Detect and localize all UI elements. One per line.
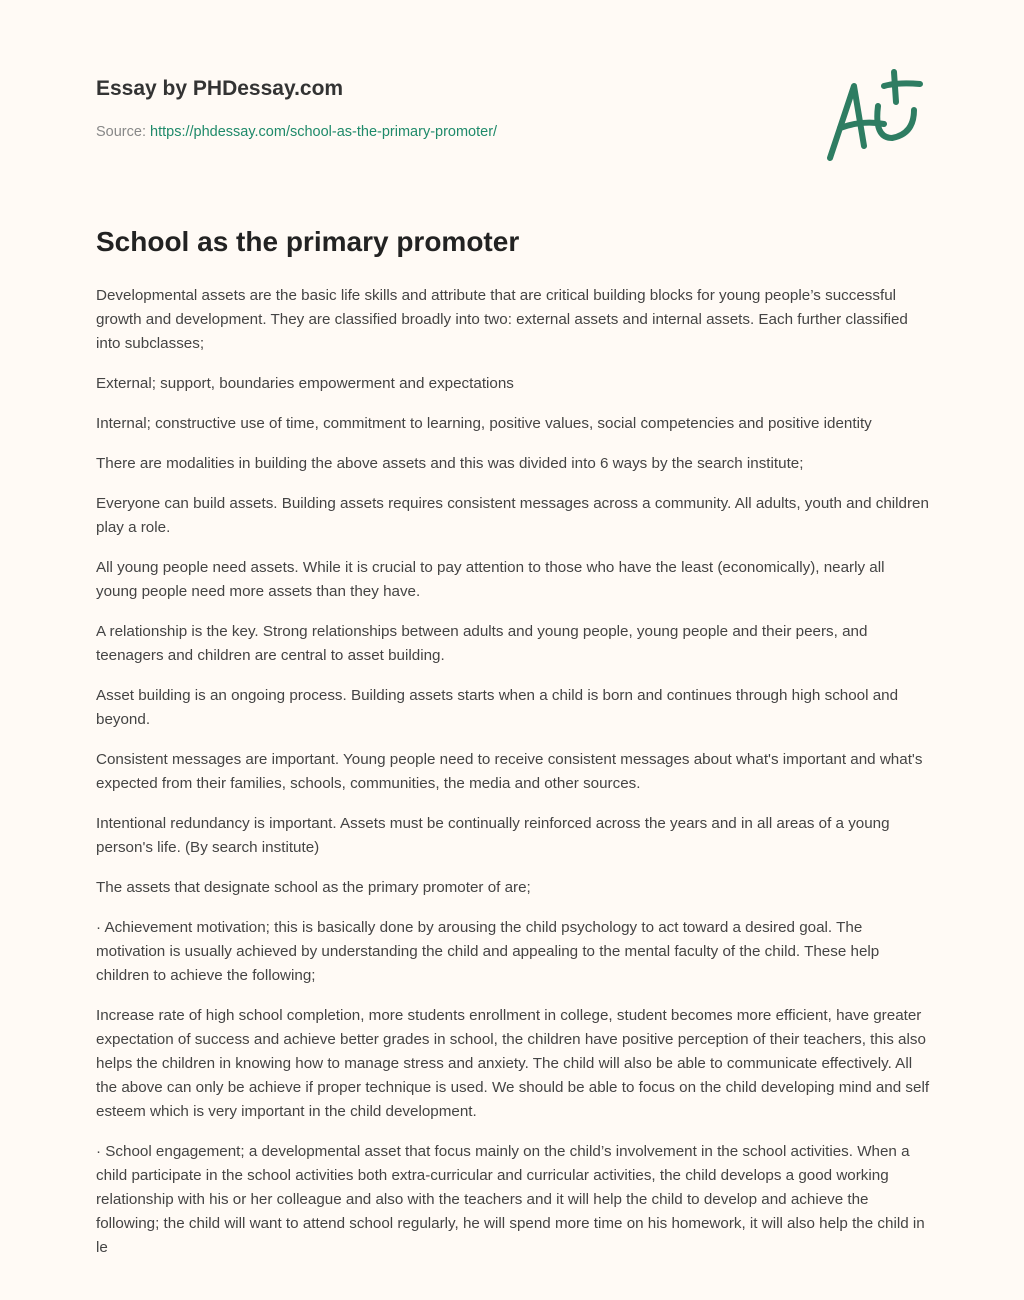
site-brand: Essay by PHDessay.com [96, 77, 344, 100]
paragraph: Everyone can build assets. Building assets requires consistent messages across a community. All adults, youth and children play a role. [96, 495, 929, 536]
paragraph: External; support, boundaries empowerment and expectations [96, 375, 514, 392]
source-label: Source: [96, 124, 146, 140]
paragraph: · School engagement; a developmental asset that focus mainly on the child’s involvement in the school activities. When a child participate in the school activities both extra-curricular and curricular activities, the child develops a good working relationship with his or her colleague and also with the teachers and it will help the child to develop and achieve the following; the child will want to attend school regularly, he will spend more time on his homework, it will also help the child in le [96, 1143, 925, 1256]
source-link[interactable]: https://phdessay.com/school-as-the-primary-promoter/ [150, 124, 498, 140]
paragraph: The assets that designate school as the primary promoter of are; [96, 879, 531, 896]
paragraph: Increase rate of high school completion, more students enrollment in college, student becomes more efficient, have greater expectation of success and achieve better grades in school, the children have positive perception of their teachers, this also helps the children in knowing how to manage stress and anxiety. The child will also be able to communicate effectively. All the above can only be achieve if proper technique is used. We should be able to focus on the child developing mind and self esteem which is very important in the child development. [96, 1007, 930, 1120]
paragraph: Intentional redundancy is important. Assets must be continually reinforced across the years and in all areas of a young person's life. (By search institute) [96, 815, 890, 856]
paragraph: · Achievement motivation; this is basically done by arousing the child psychology to act toward a desired goal. The motivation is usually achieved by understanding the child and appealing to the mental faculty of the child. These help children to achieve the following; [96, 919, 880, 984]
paragraph: Developmental assets are the basic life skills and attribute that are critical building blocks for young people’s successful growth and development. They are classified broadly into two: external assets and internal assets. Each further classified into subclasses; [96, 287, 908, 352]
paragraph: A relationship is the key. Strong relationships between adults and young people, young people and their peers, and teenagers and children are central to asset building. [96, 623, 868, 664]
paragraph: Consistent messages are important. Young people need to receive consistent messages about what's important and what's expected from their families, schools, communities, the media and other sources. [96, 751, 923, 792]
paragraph: All young people need assets. While it is crucial to pay attention to those who have the least (economically), nearly all young people need more assets than they have. [96, 559, 885, 600]
source-line [96, 124, 497, 140]
paragraph: Internal; constructive use of time, commitment to learning, positive values, social competencies and positive identity [96, 415, 872, 432]
article-title: School as the primary promoter [96, 226, 520, 257]
a-plus-logo-icon [822, 68, 932, 168]
paragraph: There are modalities in building the above assets and this was divided into 6 ways by the search institute; [96, 455, 804, 472]
paragraph: Asset building is an ongoing process. Building assets starts when a child is born and continues through high school and beyond. [96, 687, 899, 728]
article-body [96, 284, 930, 1276]
